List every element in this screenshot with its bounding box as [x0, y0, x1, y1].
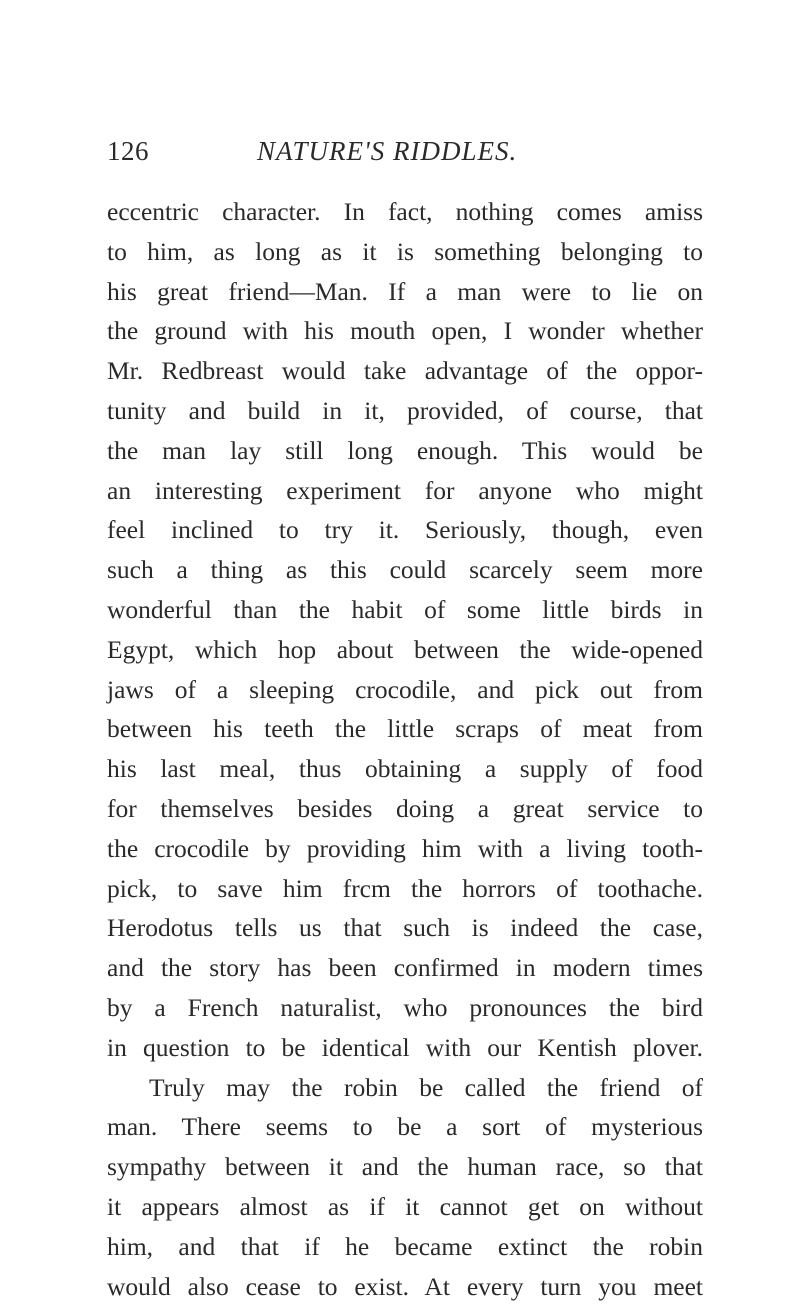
- page-header: [107, 136, 703, 176]
- text-line: it appears almost as if it cannot get on without: [107, 1191, 703, 1221]
- text-line: the ground with his mouth open, I wonder whether: [107, 316, 703, 346]
- text-line: his last meal, thus obtaining a supply of food: [107, 754, 703, 784]
- text-line: the man lay still long enough. This would be: [107, 435, 703, 465]
- text-line: in question to be identical with our Kentish plover.: [107, 1032, 703, 1062]
- text-line: feel inclined to try it. Seriously, though, even: [107, 515, 703, 545]
- text-line: the crocodile by providing him with a living tooth-: [107, 833, 703, 863]
- text-line: an interesting experiment for anyone who might: [107, 475, 703, 505]
- text-line: for themselves besides doing a great service to: [107, 793, 703, 823]
- text-line: his great friend—Man. If a man were to lie on: [107, 276, 703, 306]
- text-line: wonderful than the habit of some little birds in: [107, 594, 703, 624]
- text-line: would also cease to exist. At every turn you meet: [107, 1271, 703, 1301]
- text-line: jaws of a sleeping crocodile, and pick out from: [107, 674, 703, 704]
- page-number: 126: [107, 136, 149, 166]
- text-line: eccentric character. In fact, nothing comes amiss: [107, 197, 703, 226]
- text-line: such a thing as this could scarcely seem more: [107, 555, 703, 585]
- text-line: man. There seems to be a sort of mysterious: [107, 1112, 703, 1142]
- text-line: pick, to save him frcm the horrors of toothache.: [107, 873, 703, 903]
- text-line: Truly may the robin be called the friend of: [149, 1072, 703, 1102]
- text-line: between his teeth the little scraps of meat from: [107, 714, 703, 744]
- text-line: tunity and build in it, provided, of course, that: [107, 395, 703, 425]
- text-line: by a French naturalist, who pronounces the bird: [107, 992, 703, 1022]
- text-line: him, and that if he became extinct the robin: [107, 1231, 703, 1261]
- text-line: sympathy between it and the human race, so that: [107, 1152, 703, 1182]
- body-text: [107, 192, 703, 1306]
- running-title: NATURE'S RIDDLES.: [257, 136, 518, 166]
- text-line: and the story has been confirmed in modern times: [107, 953, 703, 983]
- text-line: Herodotus tells us that such is indeed the case,: [107, 913, 703, 943]
- text-line: to him, as long as it is something belonging to: [107, 236, 703, 266]
- text-line: Egypt, which hop about between the wide-opened: [107, 634, 703, 664]
- text-line: Mr. Redbreast would take advantage of the oppor-: [107, 356, 703, 386]
